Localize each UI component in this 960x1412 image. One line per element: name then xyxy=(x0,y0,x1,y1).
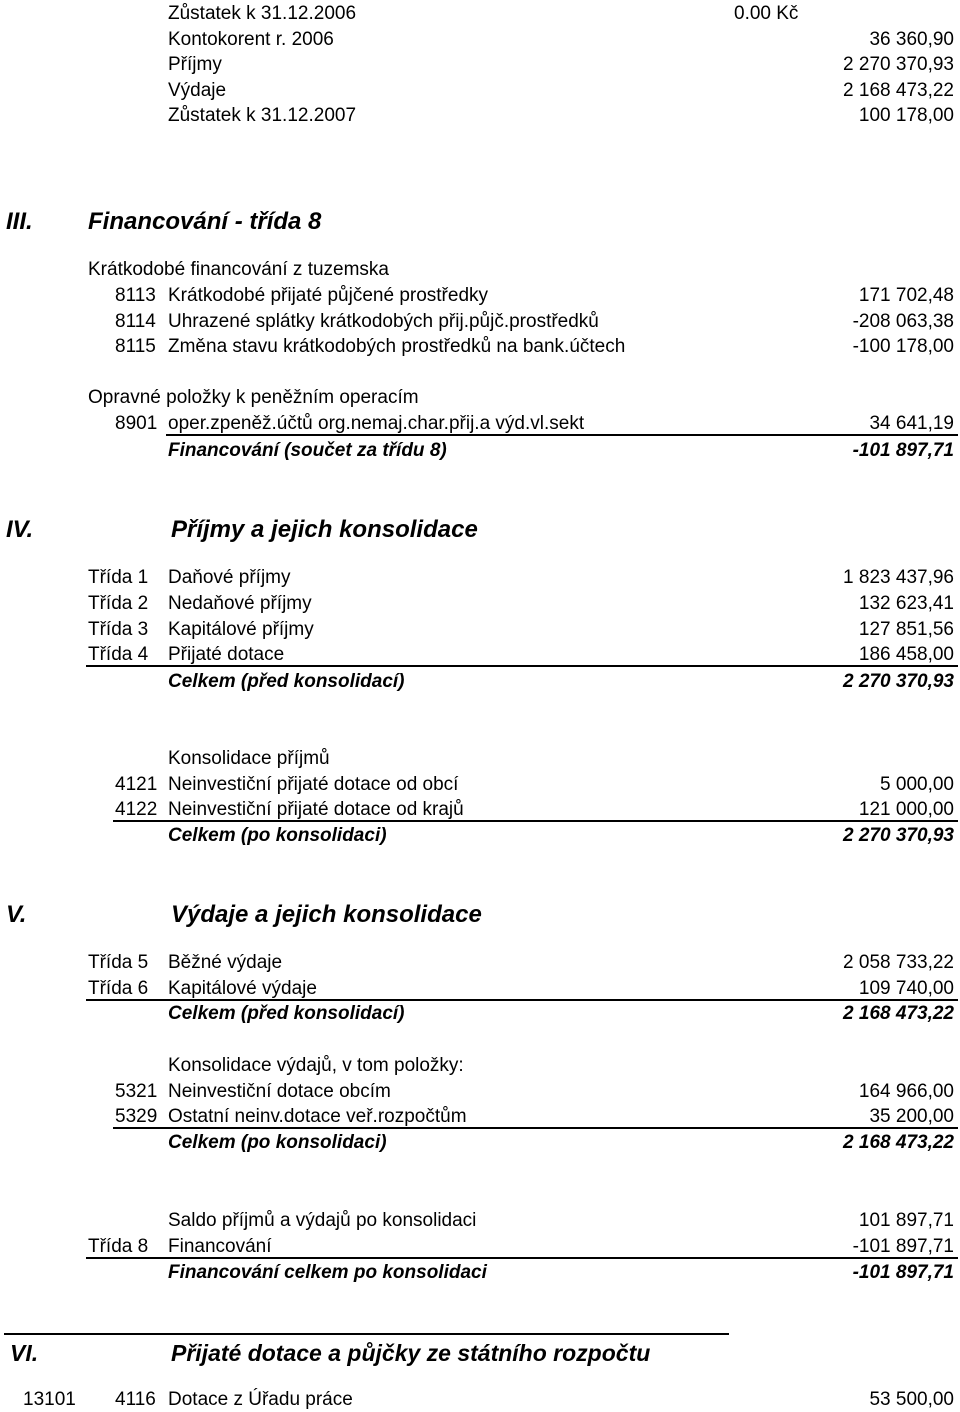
row-code: 5329 xyxy=(115,1106,158,1127)
total-value: 2 168 473,22 xyxy=(843,1003,954,1024)
balance-label: Saldo příjmů a výdajů po konsolidaci xyxy=(168,1210,477,1231)
row-code: Třída 3 xyxy=(88,619,149,640)
row-code: Třída 5 xyxy=(88,952,149,973)
divider xyxy=(86,1257,958,1259)
divider xyxy=(113,1127,958,1129)
row-ucel: 13101 xyxy=(23,1389,76,1410)
row-code: 4122 xyxy=(115,799,158,820)
total-label: Celkem (před konsolidací) xyxy=(168,671,405,692)
row-label: Nedaňové příjmy xyxy=(168,593,312,614)
total-label: Financování celkem po konsolidaci xyxy=(168,1262,487,1283)
opening-value-1: 36 360,90 xyxy=(869,29,954,50)
row-value: 34 641,19 xyxy=(869,413,954,434)
section-3-title: Financování - třída 8 xyxy=(88,208,322,235)
row-code: 4121 xyxy=(115,774,158,795)
row-value: 132 623,41 xyxy=(858,593,954,614)
row-value: 171 702,48 xyxy=(858,285,954,306)
opening-value-4: 100 178,00 xyxy=(858,105,954,126)
opening-label-4: Zůstatek k 31.12.2007 xyxy=(168,105,357,126)
row-value: 2 058 733,22 xyxy=(843,952,954,973)
opening-value-3: 2 168 473,22 xyxy=(843,80,954,101)
row-label: Změna stavu krátkodobých prostředků na bank.účtech xyxy=(168,336,626,357)
row-value: 127 851,56 xyxy=(858,619,954,640)
row-label: Uhrazené splátky krátkodobých přij.půjč.prostředků xyxy=(168,311,599,332)
row-label: Přijaté dotace xyxy=(168,644,285,665)
row-value: 164 966,00 xyxy=(858,1081,954,1102)
opening-value-2: 2 270 370,93 xyxy=(843,54,954,75)
row-code: 8114 xyxy=(115,311,156,332)
row-value: 109 740,00 xyxy=(858,978,954,999)
opening-label-3: Výdaje xyxy=(168,80,227,101)
row-label: Ostatní neinv.dotace veř.rozpočtům xyxy=(168,1106,467,1127)
row-label: Financování xyxy=(168,1236,272,1257)
row-label: Neinvestiční dotace obcím xyxy=(168,1081,391,1102)
section-6-numeral: VI. xyxy=(10,1340,39,1366)
row-code: Třída 4 xyxy=(88,644,149,665)
balance-value: 101 897,71 xyxy=(858,1210,954,1231)
consolidation-title: Konsolidace příjmů xyxy=(168,748,330,769)
row-code: 8113 xyxy=(115,285,156,306)
row-label: Neinvestiční přijaté dotace od krajů xyxy=(168,799,464,820)
row-code: Třída 1 xyxy=(88,567,149,588)
total-value: 2 270 370,93 xyxy=(843,671,954,692)
total-label: Financování (součet za třídu 8) xyxy=(168,440,447,461)
row-label: Neinvestiční přijaté dotace od obcí xyxy=(168,774,459,795)
row-label: Kapitálové výdaje xyxy=(168,978,317,999)
row-value: -101 897,71 xyxy=(852,1236,954,1257)
divider xyxy=(86,665,958,667)
row-label: Kapitálové příjmy xyxy=(168,619,314,640)
total-label: Celkem (po konsolidaci) xyxy=(168,1132,387,1153)
opening-value-0: 0.00 Kč xyxy=(734,3,799,24)
row-code: Třída 6 xyxy=(88,978,149,999)
row-value: -100 178,00 xyxy=(852,336,954,357)
section-4-numeral: IV. xyxy=(6,516,34,543)
opening-label-1: Kontokorent r. 2006 xyxy=(168,29,334,50)
row-code: 8901 xyxy=(115,413,158,434)
row-value: 186 458,00 xyxy=(858,644,954,665)
section-3-numeral: III. xyxy=(6,208,33,235)
row-label: Daňové příjmy xyxy=(168,567,291,588)
total-value: -101 897,71 xyxy=(852,440,954,461)
row-value: 1 823 437,96 xyxy=(843,567,954,588)
divider xyxy=(4,1333,729,1335)
total-label: Celkem (po konsolidaci) xyxy=(168,825,387,846)
row-value: 35 200,00 xyxy=(869,1106,954,1127)
section-5-title: Výdaje a jejich konsolidace xyxy=(171,901,482,928)
row-code: 8115 xyxy=(115,336,156,357)
consolidation-title: Konsolidace výdajů, v tom položky: xyxy=(168,1055,464,1076)
total-value: -101 897,71 xyxy=(852,1262,954,1283)
opening-label-2: Příjmy xyxy=(168,54,222,75)
section-5-numeral: V. xyxy=(6,901,27,928)
total-value: 2 270 370,93 xyxy=(843,825,954,846)
row-code: 5321 xyxy=(115,1081,158,1102)
row-code: Třída 8 xyxy=(88,1236,149,1257)
total-label: Celkem (před konsolidací) xyxy=(168,1003,405,1024)
divider xyxy=(166,434,958,436)
section-6-title: Přijaté dotace a půjčky ze státního rozpočtu xyxy=(171,1340,651,1366)
total-value: 2 168 473,22 xyxy=(843,1132,954,1153)
row-value: -208 063,38 xyxy=(852,311,954,332)
row-value: 5 000,00 xyxy=(880,774,954,795)
row-value: 53 500,00 xyxy=(869,1389,954,1410)
group-2-title: Opravné položky k peněžním operacím xyxy=(88,387,419,408)
row-label: Dotace z Úřadu práce xyxy=(168,1389,353,1410)
section-4-title: Příjmy a jejich konsolidace xyxy=(171,516,478,543)
row-code: 4116 xyxy=(115,1389,156,1410)
row-label: Krátkodobé přijaté půjčené prostředky xyxy=(168,285,489,306)
opening-label-0: Zůstatek k 31.12.2006 xyxy=(168,3,357,24)
group-1-title: Krátkodobé financování z tuzemska xyxy=(88,259,390,280)
row-label: Běžné výdaje xyxy=(168,952,283,973)
row-label: oper.zpeněž.účtů org.nemaj.char.přij.a výd.vl.sekt xyxy=(168,413,585,434)
row-value: 121 000,00 xyxy=(858,799,954,820)
divider xyxy=(86,999,958,1001)
row-code: Třída 2 xyxy=(88,593,149,614)
divider xyxy=(113,820,958,822)
